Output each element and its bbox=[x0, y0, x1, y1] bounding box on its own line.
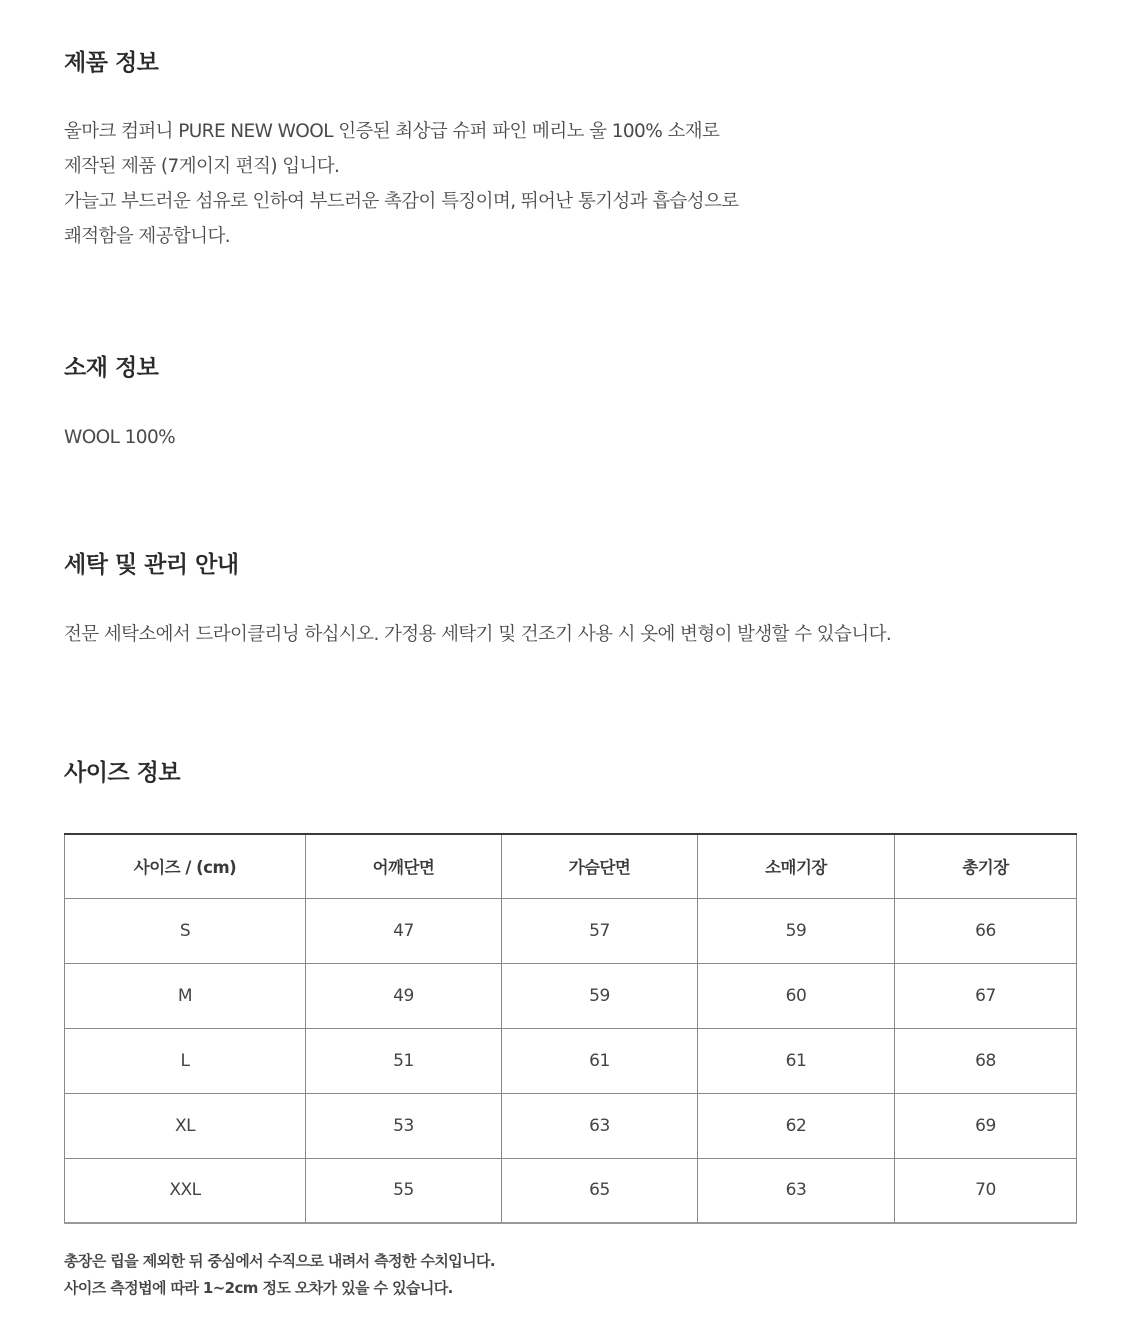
sleeve-cell: 59 bbox=[698, 898, 895, 963]
header-total-length: 총기장 bbox=[895, 834, 1077, 898]
shoulder-cell: 49 bbox=[306, 963, 502, 1028]
length-cell: 66 bbox=[895, 898, 1077, 963]
product-info-line: 가늘고 부드러운 섬유로 인하여 부드러운 촉감이 특징이며, 뛰어난 통기성과 흡습성으로 bbox=[64, 191, 739, 212]
size-cell: M bbox=[65, 963, 306, 1028]
shoulder-cell: 47 bbox=[306, 898, 502, 963]
care-info-text: 전문 세탁소에서 드라이클리닝 하십시오. 가정용 세탁기 및 건조기 사용 시 옷에 변형이 발생할 수 있습니다. bbox=[64, 624, 892, 645]
table-row bbox=[65, 1028, 1077, 1093]
chest-cell: 61 bbox=[502, 1028, 698, 1093]
size-table bbox=[64, 833, 1077, 1224]
size-cell: XXL bbox=[65, 1158, 306, 1223]
size-cell: L bbox=[65, 1028, 306, 1093]
length-cell: 67 bbox=[895, 963, 1077, 1028]
product-info-line: 쾌적함을 제공합니다. bbox=[64, 226, 231, 247]
table-row bbox=[65, 1158, 1077, 1223]
size-notes bbox=[64, 1248, 495, 1302]
product-info-line: 제작된 제품 (7게이지 편직) 입니다. bbox=[64, 156, 340, 177]
material-info-title: 소재 정보 bbox=[64, 355, 159, 381]
care-info-title: 세탁 및 관리 안내 bbox=[64, 552, 239, 578]
header-chest-width: 가슴단면 bbox=[502, 834, 698, 898]
size-info-title: 사이즈 정보 bbox=[64, 760, 181, 786]
length-cell: 70 bbox=[895, 1158, 1077, 1223]
table-row bbox=[65, 1093, 1077, 1158]
sleeve-cell: 62 bbox=[698, 1093, 895, 1158]
sleeve-cell: 60 bbox=[698, 963, 895, 1028]
header-size: 사이즈 / (cm) bbox=[65, 834, 306, 898]
size-table-header-row bbox=[65, 834, 1077, 898]
shoulder-cell: 55 bbox=[306, 1158, 502, 1223]
product-info-description bbox=[64, 114, 739, 254]
length-cell: 68 bbox=[895, 1028, 1077, 1093]
material-info-text: WOOL 100% bbox=[64, 427, 176, 448]
size-note: 사이즈 측정법에 따라 1~2cm 정도 오차가 있을 수 있습니다. bbox=[64, 1279, 453, 1297]
product-info-line: 울마크 컴퍼니 PURE NEW WOOL 인증된 최상급 슈퍼 파인 메리노 울 100% 소재로 bbox=[64, 121, 720, 142]
size-note: 총장은 립을 제외한 뒤 중심에서 수직으로 내려서 측정한 수치입니다. bbox=[64, 1252, 495, 1270]
table-row bbox=[65, 898, 1077, 963]
size-cell: XL bbox=[65, 1093, 306, 1158]
product-info-title: 제품 정보 bbox=[64, 50, 159, 76]
sleeve-cell: 63 bbox=[698, 1158, 895, 1223]
chest-cell: 59 bbox=[502, 963, 698, 1028]
header-sleeve-length: 소매기장 bbox=[698, 834, 895, 898]
header-shoulder-width: 어깨단면 bbox=[306, 834, 502, 898]
chest-cell: 57 bbox=[502, 898, 698, 963]
shoulder-cell: 53 bbox=[306, 1093, 502, 1158]
chest-cell: 65 bbox=[502, 1158, 698, 1223]
size-cell: S bbox=[65, 898, 306, 963]
chest-cell: 63 bbox=[502, 1093, 698, 1158]
table-row bbox=[65, 963, 1077, 1028]
length-cell: 69 bbox=[895, 1093, 1077, 1158]
shoulder-cell: 51 bbox=[306, 1028, 502, 1093]
sleeve-cell: 61 bbox=[698, 1028, 895, 1093]
